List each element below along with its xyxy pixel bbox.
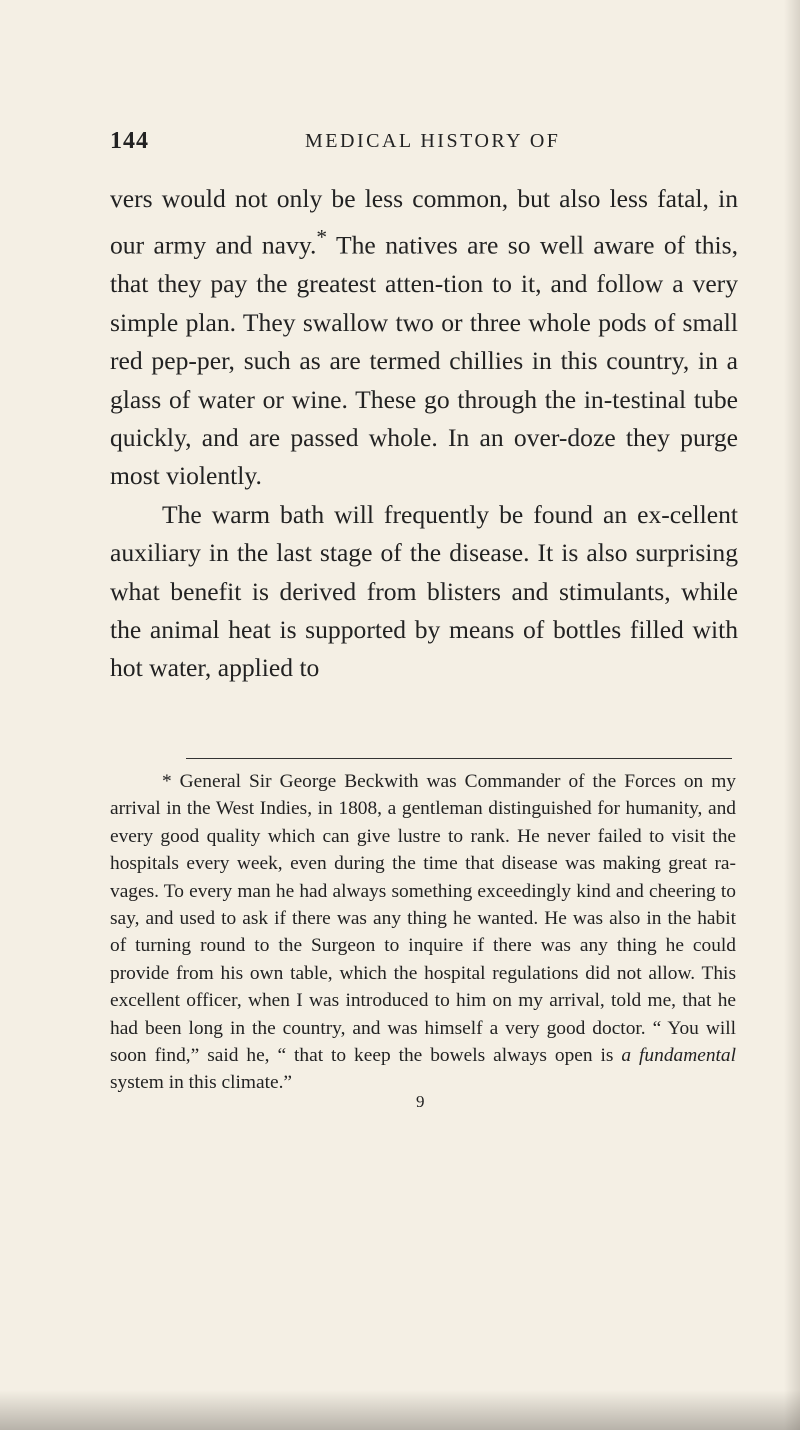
- footnote-text: * General Sir George Beckwith was Commander of the Forces on my arrival in the West Indies, in 1808, a gentleman distinguished for humanity, and every good quality which can give lustre to rank. He never failed to visit the hospitals every week, even during the time that disease was making great ra-vages. To every man he had always something exceedingly kind and cheering to say, and used to ask if there was any thing he wanted. He was also in the habit of turning round to the Surgeon to inquire if there was any thing he could provide from his own table, which the hospital regulations did not allow. This excellent officer, when I was introduced to him on my arrival, told me, that he had been long in the country, and was himself a very good doctor. “ You will soon find,” said he, “ that to keep the bowels always open is: [110, 771, 736, 1067]
- page-bottom-shadow: [0, 1390, 800, 1430]
- paragraph-1-start: vers would not only be less common, but also less fatal, in our army and navy.: [110, 184, 738, 260]
- footnote: [110, 768, 736, 1097]
- running-head: MEDICAL HISTORY OF: [305, 130, 561, 152]
- signature-mark: 9: [416, 1092, 425, 1111]
- page-edge-shadow: [784, 0, 800, 1430]
- paragraph-1: [110, 180, 738, 496]
- footnote-emphasis: a fundamental: [621, 1045, 736, 1067]
- page-header: [0, 128, 800, 158]
- footnote-marker: *: [316, 225, 328, 250]
- main-text: [110, 180, 738, 688]
- paragraph-2: The warm bath will frequently be found an ex-cellent auxiliary in the last stage of the disease. It is also surprising what benefit is derived from blisters and stimulants, while the animal heat is supported by means of bottles filled with hot water, applied to: [110, 499, 738, 683]
- paragraph-1-rest: The natives are so well aware of this, that they pay the greatest atten-tion to it, and follow a very simple plan. They swallow two or three whole pods of small red pep-per, such as are termed chillies in this country, in a glass of water or wine. These go through the in-testinal tube quickly, and are passed whole. In an over-doze they purge most violently.: [110, 230, 738, 491]
- page-number: 144: [110, 128, 149, 154]
- footnote-text-end: system in this climate.”: [110, 1072, 293, 1094]
- footnote-rule: [186, 758, 732, 759]
- footnote-paragraph: [110, 768, 736, 1097]
